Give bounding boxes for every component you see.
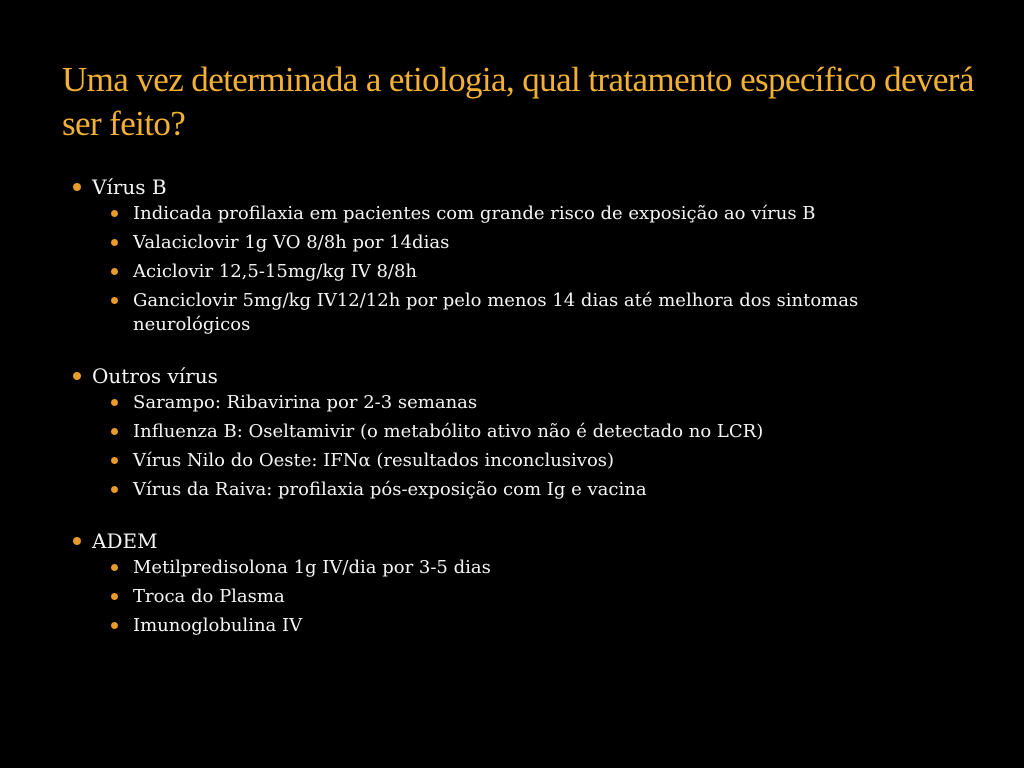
list-item: Ganciclovir 5mg/kg IV12/12h por pelo menos 14 dias até melhora dos sintomas neurológicos — [133, 289, 933, 337]
section-outros-virus — [92, 361, 992, 502]
list-item: Troca do Plasma — [133, 585, 992, 609]
list-item: Sarampo: Ribavirina por 2-3 semanas — [133, 391, 992, 415]
section-heading: Vírus B — [92, 172, 992, 202]
section-heading: ADEM — [92, 526, 992, 556]
list-item: Imunoglobulina IV — [133, 614, 992, 638]
list-item: Influenza B: Oseltamivir (o metabólito ativo não é detectado no LCR) — [133, 420, 992, 444]
sub-list — [92, 202, 992, 337]
sub-list — [92, 391, 992, 502]
section-adem — [92, 526, 992, 638]
list-item: Metilpredisolona 1g IV/dia por 3-5 dias — [133, 556, 992, 580]
section-heading: Outros vírus — [92, 361, 992, 391]
list-item: Aciclovir 12,5-15mg/kg IV 8/8h — [133, 260, 992, 284]
slide-content — [92, 172, 992, 662]
list-item: Valaciclovir 1g VO 8/8h por 14dias — [133, 231, 992, 255]
list-item: Vírus Nilo do Oeste: IFNα (resultados inconclusivos) — [133, 449, 992, 473]
section-virus-b — [92, 172, 992, 337]
list-item: Indicada profilaxia em pacientes com grande risco de exposição ao vírus B — [133, 202, 992, 226]
slide-title: Uma vez determinada a etiologia, qual tratamento específico deverá ser feito? — [62, 60, 974, 143]
list-item: Vírus da Raiva: profilaxia pós-exposição com Ig e vacina — [133, 478, 992, 502]
sub-list — [92, 556, 992, 638]
